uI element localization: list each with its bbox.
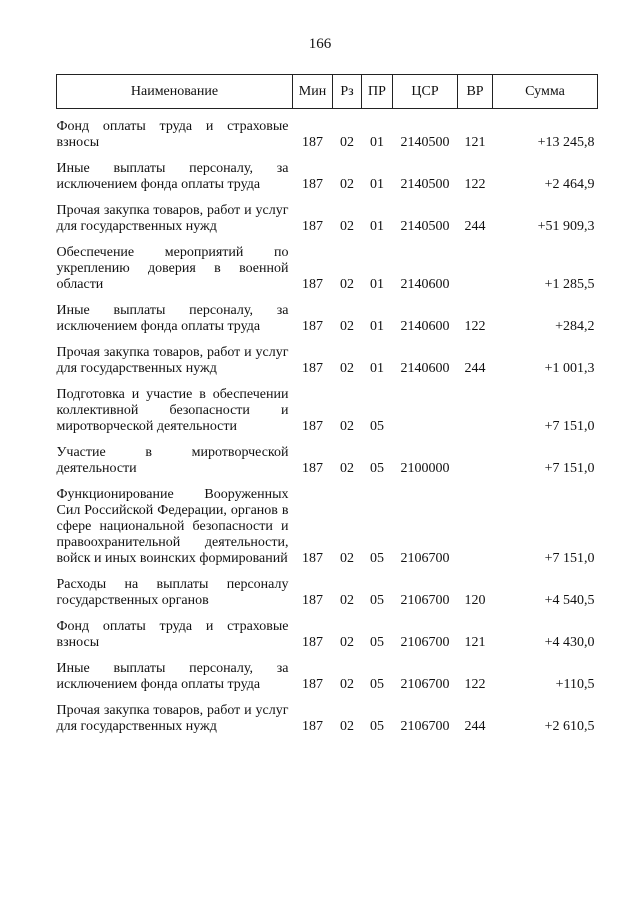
table-row xyxy=(57,619,598,651)
cell-name: Прочая закупка товаров, работ и услуг для государственных нужд xyxy=(56,203,289,234)
row-spacer-cell xyxy=(57,651,598,661)
header-rz: Рз xyxy=(333,75,362,109)
row-spacer xyxy=(57,651,598,661)
row-spacer xyxy=(57,293,598,303)
row-spacer xyxy=(57,109,598,120)
cell-csr: 2140600 xyxy=(400,277,450,292)
cell-min: 187 xyxy=(302,461,323,476)
table-row xyxy=(57,577,598,609)
cell-vr: 121 xyxy=(464,135,486,150)
cell-rz: 02 xyxy=(340,135,354,150)
row-spacer-cell xyxy=(57,193,598,203)
row-spacer-cell xyxy=(57,151,598,161)
cell-vr: 122 xyxy=(464,677,486,692)
cell-csr: 2106700 xyxy=(400,677,450,692)
cell-csr: 2106700 xyxy=(400,719,450,734)
row-spacer-cell xyxy=(57,609,598,619)
row-spacer xyxy=(57,193,598,203)
cell-min: 187 xyxy=(302,319,323,334)
cell-pr: 01 xyxy=(370,177,384,192)
table-body xyxy=(57,109,598,736)
cell-csr: 2100000 xyxy=(400,461,450,476)
row-spacer xyxy=(57,609,598,619)
cell-pr: 05 xyxy=(370,551,384,566)
cell-min: 187 xyxy=(302,219,323,234)
cell-name: Иные выплаты персоналу, за исключением фонда оплаты труда xyxy=(56,303,289,334)
row-spacer-cell xyxy=(57,235,598,245)
cell-pr: 05 xyxy=(370,419,384,434)
cell-pr: 05 xyxy=(370,719,384,734)
cell-pr: 01 xyxy=(370,135,384,150)
cell-csr: 2140500 xyxy=(400,135,450,150)
cell-pr: 01 xyxy=(370,361,384,376)
cell-sum: +1 285,5 xyxy=(544,277,595,292)
table-row xyxy=(57,661,598,693)
cell-name: Обеспечение мероприятий по укреплению доверия в военной области xyxy=(56,245,289,292)
cell-min: 187 xyxy=(302,635,323,650)
cell-min: 187 xyxy=(302,719,323,734)
table-row xyxy=(57,303,598,335)
header-pr: ПР xyxy=(362,75,393,109)
cell-vr xyxy=(458,245,493,293)
cell-name: Фонд оплаты труда и страховые взносы xyxy=(56,119,289,150)
cell-csr xyxy=(393,387,458,435)
cell-min: 187 xyxy=(302,419,323,434)
cell-csr: 2140500 xyxy=(400,177,450,192)
cell-rz: 02 xyxy=(340,419,354,434)
cell-csr: 2140600 xyxy=(400,361,450,376)
cell-name: Подготовка и участие в обеспечении коллективной безопасности и миротворческой деятельности xyxy=(56,387,289,434)
row-spacer xyxy=(57,477,598,487)
header-min: Мин xyxy=(293,75,333,109)
cell-pr: 05 xyxy=(370,677,384,692)
cell-min: 187 xyxy=(302,677,323,692)
cell-sum: +2 610,5 xyxy=(544,719,595,734)
cell-vr xyxy=(458,445,493,477)
cell-pr: 01 xyxy=(370,319,384,334)
row-spacer xyxy=(57,377,598,387)
table-header xyxy=(57,75,598,109)
header-name: Наименование xyxy=(57,75,293,109)
table-row xyxy=(57,245,598,293)
cell-rz: 02 xyxy=(340,593,354,608)
header-sum: Сумма xyxy=(493,75,598,109)
cell-rz: 02 xyxy=(340,551,354,566)
cell-rz: 02 xyxy=(340,361,354,376)
cell-name: Расходы на выплаты персоналу государственных органов xyxy=(56,577,289,608)
cell-sum: +284,2 xyxy=(555,319,595,334)
cell-sum: +13 245,8 xyxy=(537,135,595,150)
cell-name: Иные выплаты персоналу, за исключением фонда оплаты труда xyxy=(56,161,289,192)
cell-rz: 02 xyxy=(340,277,354,292)
cell-rz: 02 xyxy=(340,319,354,334)
cell-csr: 2106700 xyxy=(400,593,450,608)
budget-table xyxy=(56,74,598,735)
cell-name: Прочая закупка товаров, работ и услуг для государственных нужд xyxy=(56,703,289,734)
cell-pr: 01 xyxy=(370,277,384,292)
cell-csr: 2106700 xyxy=(400,635,450,650)
table-row xyxy=(57,703,598,735)
table-row xyxy=(57,445,598,477)
row-spacer-cell xyxy=(57,567,598,577)
cell-sum: +4 540,5 xyxy=(544,593,595,608)
cell-min: 187 xyxy=(302,361,323,376)
row-spacer xyxy=(57,435,598,445)
cell-csr: 2140500 xyxy=(400,219,450,234)
cell-rz: 02 xyxy=(340,677,354,692)
cell-name: Функционирование Вооруженных Сил Российской Федерации, органов в сфере национальной безопасности и правоохранительной деятельности, войск и иных воинских формирований xyxy=(56,487,289,566)
header-csr: ЦСР xyxy=(393,75,458,109)
cell-vr: 244 xyxy=(464,361,486,376)
row-spacer-cell xyxy=(57,335,598,345)
cell-sum: +110,5 xyxy=(555,677,595,692)
cell-rz: 02 xyxy=(340,177,354,192)
cell-min: 187 xyxy=(302,177,323,192)
cell-vr: 121 xyxy=(464,635,486,650)
cell-sum: +51 909,3 xyxy=(537,219,595,234)
cell-min: 187 xyxy=(302,551,323,566)
table-row xyxy=(57,387,598,435)
cell-pr: 05 xyxy=(370,593,384,608)
page-number: 166 xyxy=(308,36,332,52)
cell-min: 187 xyxy=(302,593,323,608)
table-row xyxy=(57,161,598,193)
cell-min: 187 xyxy=(302,135,323,150)
row-spacer xyxy=(57,693,598,703)
cell-rz: 02 xyxy=(340,635,354,650)
cell-vr xyxy=(458,487,493,567)
cell-pr: 05 xyxy=(370,461,384,476)
cell-sum: +7 151,0 xyxy=(544,419,595,434)
row-spacer xyxy=(57,235,598,245)
header-vr: ВР xyxy=(458,75,493,109)
row-spacer-cell xyxy=(57,109,598,120)
row-spacer-cell xyxy=(57,477,598,487)
cell-name: Иные выплаты персоналу, за исключением фонда оплаты труда xyxy=(56,661,289,692)
cell-name: Участие в миротворческой деятельности xyxy=(56,445,289,476)
cell-sum: +7 151,0 xyxy=(544,461,595,476)
cell-csr: 2106700 xyxy=(400,551,450,566)
row-spacer xyxy=(57,335,598,345)
cell-pr: 01 xyxy=(370,219,384,234)
cell-vr xyxy=(458,387,493,435)
cell-sum: +4 430,0 xyxy=(544,635,595,650)
cell-vr: 122 xyxy=(464,177,486,192)
table-row xyxy=(57,487,598,567)
cell-vr: 244 xyxy=(464,219,486,234)
cell-vr: 244 xyxy=(464,719,486,734)
row-spacer xyxy=(57,567,598,577)
cell-csr: 2140600 xyxy=(400,319,450,334)
cell-name: Прочая закупка товаров, работ и услуг для государственных нужд xyxy=(56,345,289,376)
cell-rz: 02 xyxy=(340,461,354,476)
cell-name: Фонд оплаты труда и страховые взносы xyxy=(56,619,289,650)
cell-min: 187 xyxy=(302,277,323,292)
cell-vr: 122 xyxy=(464,319,486,334)
row-spacer-cell xyxy=(57,377,598,387)
row-spacer-cell xyxy=(57,693,598,703)
cell-rz: 02 xyxy=(340,719,354,734)
cell-pr: 05 xyxy=(370,635,384,650)
cell-sum: +2 464,9 xyxy=(544,177,595,192)
table-row xyxy=(57,345,598,377)
row-spacer-cell xyxy=(57,293,598,303)
table-row xyxy=(57,119,598,151)
row-spacer xyxy=(57,151,598,161)
row-spacer-cell xyxy=(57,435,598,445)
table-row xyxy=(57,203,598,235)
cell-rz: 02 xyxy=(340,219,354,234)
cell-sum: +1 001,3 xyxy=(544,361,595,376)
cell-sum: +7 151,0 xyxy=(544,551,595,566)
cell-vr: 120 xyxy=(464,593,486,608)
